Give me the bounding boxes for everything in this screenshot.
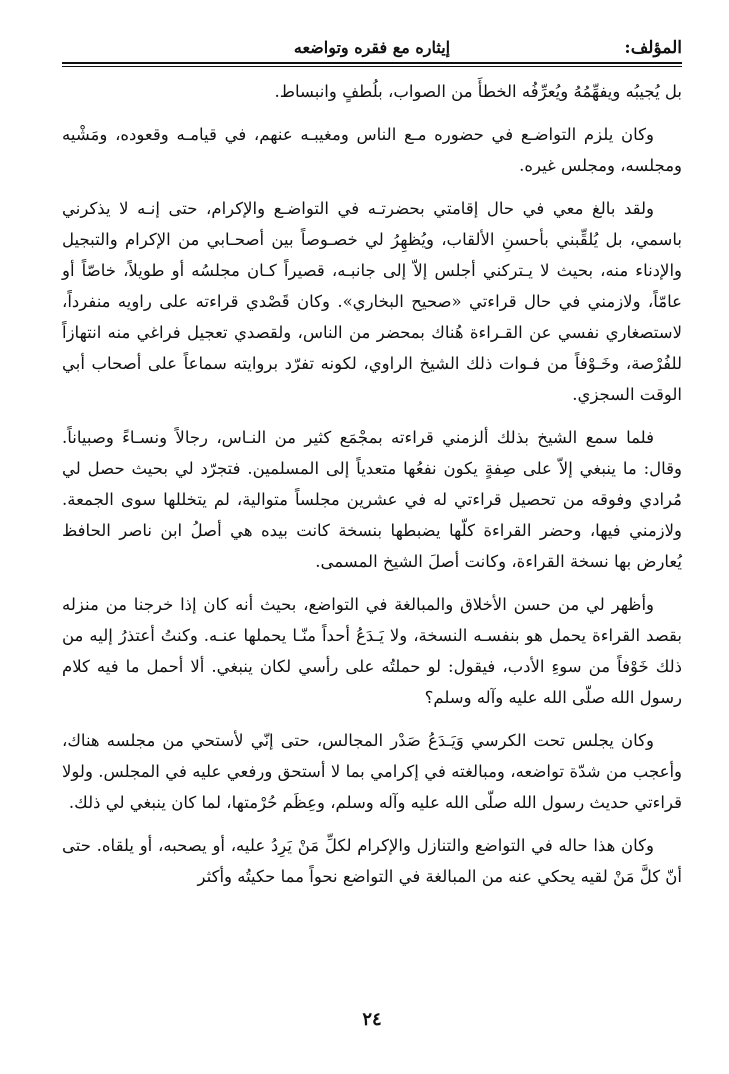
- paragraph-7: وكان هذا حاله في التواضع والتنازل والإكرام لكلِّ مَنْ يَرِدُ عليه، أو يصحبه، أو يلقاه. حتى أنّ كلَّ مَنْ لقيه يحكي عنه من المبالغة في التواضع نحواً مما حكيتُه وأكثر: [62, 836, 682, 886]
- header-rule: [62, 62, 682, 64]
- paragraph-1: بل يُجيبُه ويفهِّمُهُ ويُعرِّفُه الخطأَ من الصواب، بلُطفٍ وانبساط.: [274, 82, 682, 101]
- chapter-title: إيثاره مع فقره وتواضعه: [293, 38, 451, 57]
- paragraph-4: فلما سمع الشيخ بذلك ألزمني قراءته بمجْمَع كثير من النـاس، رجالاً ونسـاءً وصبياناً. وقال: ما ينبغي إلاّ على صِفةٍ يكون نفعُها متعدياً إلى المسلمين. فتجرّد لي بحيث حصل لي مُرادي وفوقه من تحصيل قراءتي له في عشرين مجلساً متوالية، لم يتخللها سوى الجمعة. ولازمني فيها، وحضر القراءة كلّها يضبطها بنسخة كانت بيده هي أصلُ ابن ناصر الحافظ يُعارض بها نسخة القراءة، وكانت أصلَ الشيخ المسمى.: [62, 428, 682, 571]
- paragraph-6: وكان يجلس تحت الكرسي وَيَـدَعُ صَدْر المجالس، حتى إنّي لأستحي من مجلسه هناك، وأعجب من شدّة تواضعه، ومبالغته في إكرامي بما لا أستحق ورفعي عليه في المجلس. ولولا قراءتي حديث رسول الله صلّى الله عليه وآله وسلم، وعِظَم حُرْمتها، لما كان ينبغي لي ذلك.: [62, 731, 682, 812]
- book-page: [62, 28, 682, 1058]
- paragraph-5: وأظهر لي من حسن الأخلاق والمبالغة في التواضع، بحيث أنه كان إذا خرجنا من منزله بقصد القراءة يحمل هو بنفسـه النسخة، ولا يَـدَعُ أحداً منّـا يحملها عنـه. وكنتُ أعتذرُ إليه من ذلك خَوْفاً من سوءِ الأدب، فيقول: لو حملتُه على رأسي لكان ينبغي. ألا أحمل ما فيه كلام رسول الله صلّى الله عليه وآله وسلم؟: [62, 595, 682, 707]
- page-number: ٢٤: [362, 1009, 382, 1030]
- page-body: [62, 76, 682, 904]
- header-rule-thin: [62, 66, 682, 67]
- paragraph-3: ولقد بالغ معي في حال إقامتي بحضرتـه في التواضـع والإكرام، حتى إنـه لا يذكرني باسمي، بل يُلقِّبني بأحسنِ الألقاب، ويُظهِرُ لي خصـوصاً بين أصحـابي من الإكرام والتبجيل والإدناء منه، بحيث لا يـتركني أجلس إلاّ إلى جانبـه، قصيراً كـان مجلسُه أو طويلاً، خاصّاً أو عامّاً، ولازمني في حال قراءتي «صحيح البخاري». وكان قَصْدي قراءته على راويه منفرداً، لاستصغاري نفسي عن القـراءة هُناك بمحضر من الناس، ولقصدي تعجيل فراغي منه انتهازاً للفُرْصة، وخَـوْفاً من فـوات ذلك الشيخ الراوي، لكونه تفرّد بروايته سماعاً على أصحاب أبي الوقت السجزي.: [62, 199, 682, 404]
- paragraph-2: وكان يلزم التواضـع في حضوره مـع الناس ومغيبـه عنهم، في قيامـه وقعوده، ومَشْيه ومجلسه، ومجلس غيره.: [62, 125, 682, 175]
- page-header: [62, 36, 682, 62]
- author-label: المؤلف:: [624, 38, 682, 58]
